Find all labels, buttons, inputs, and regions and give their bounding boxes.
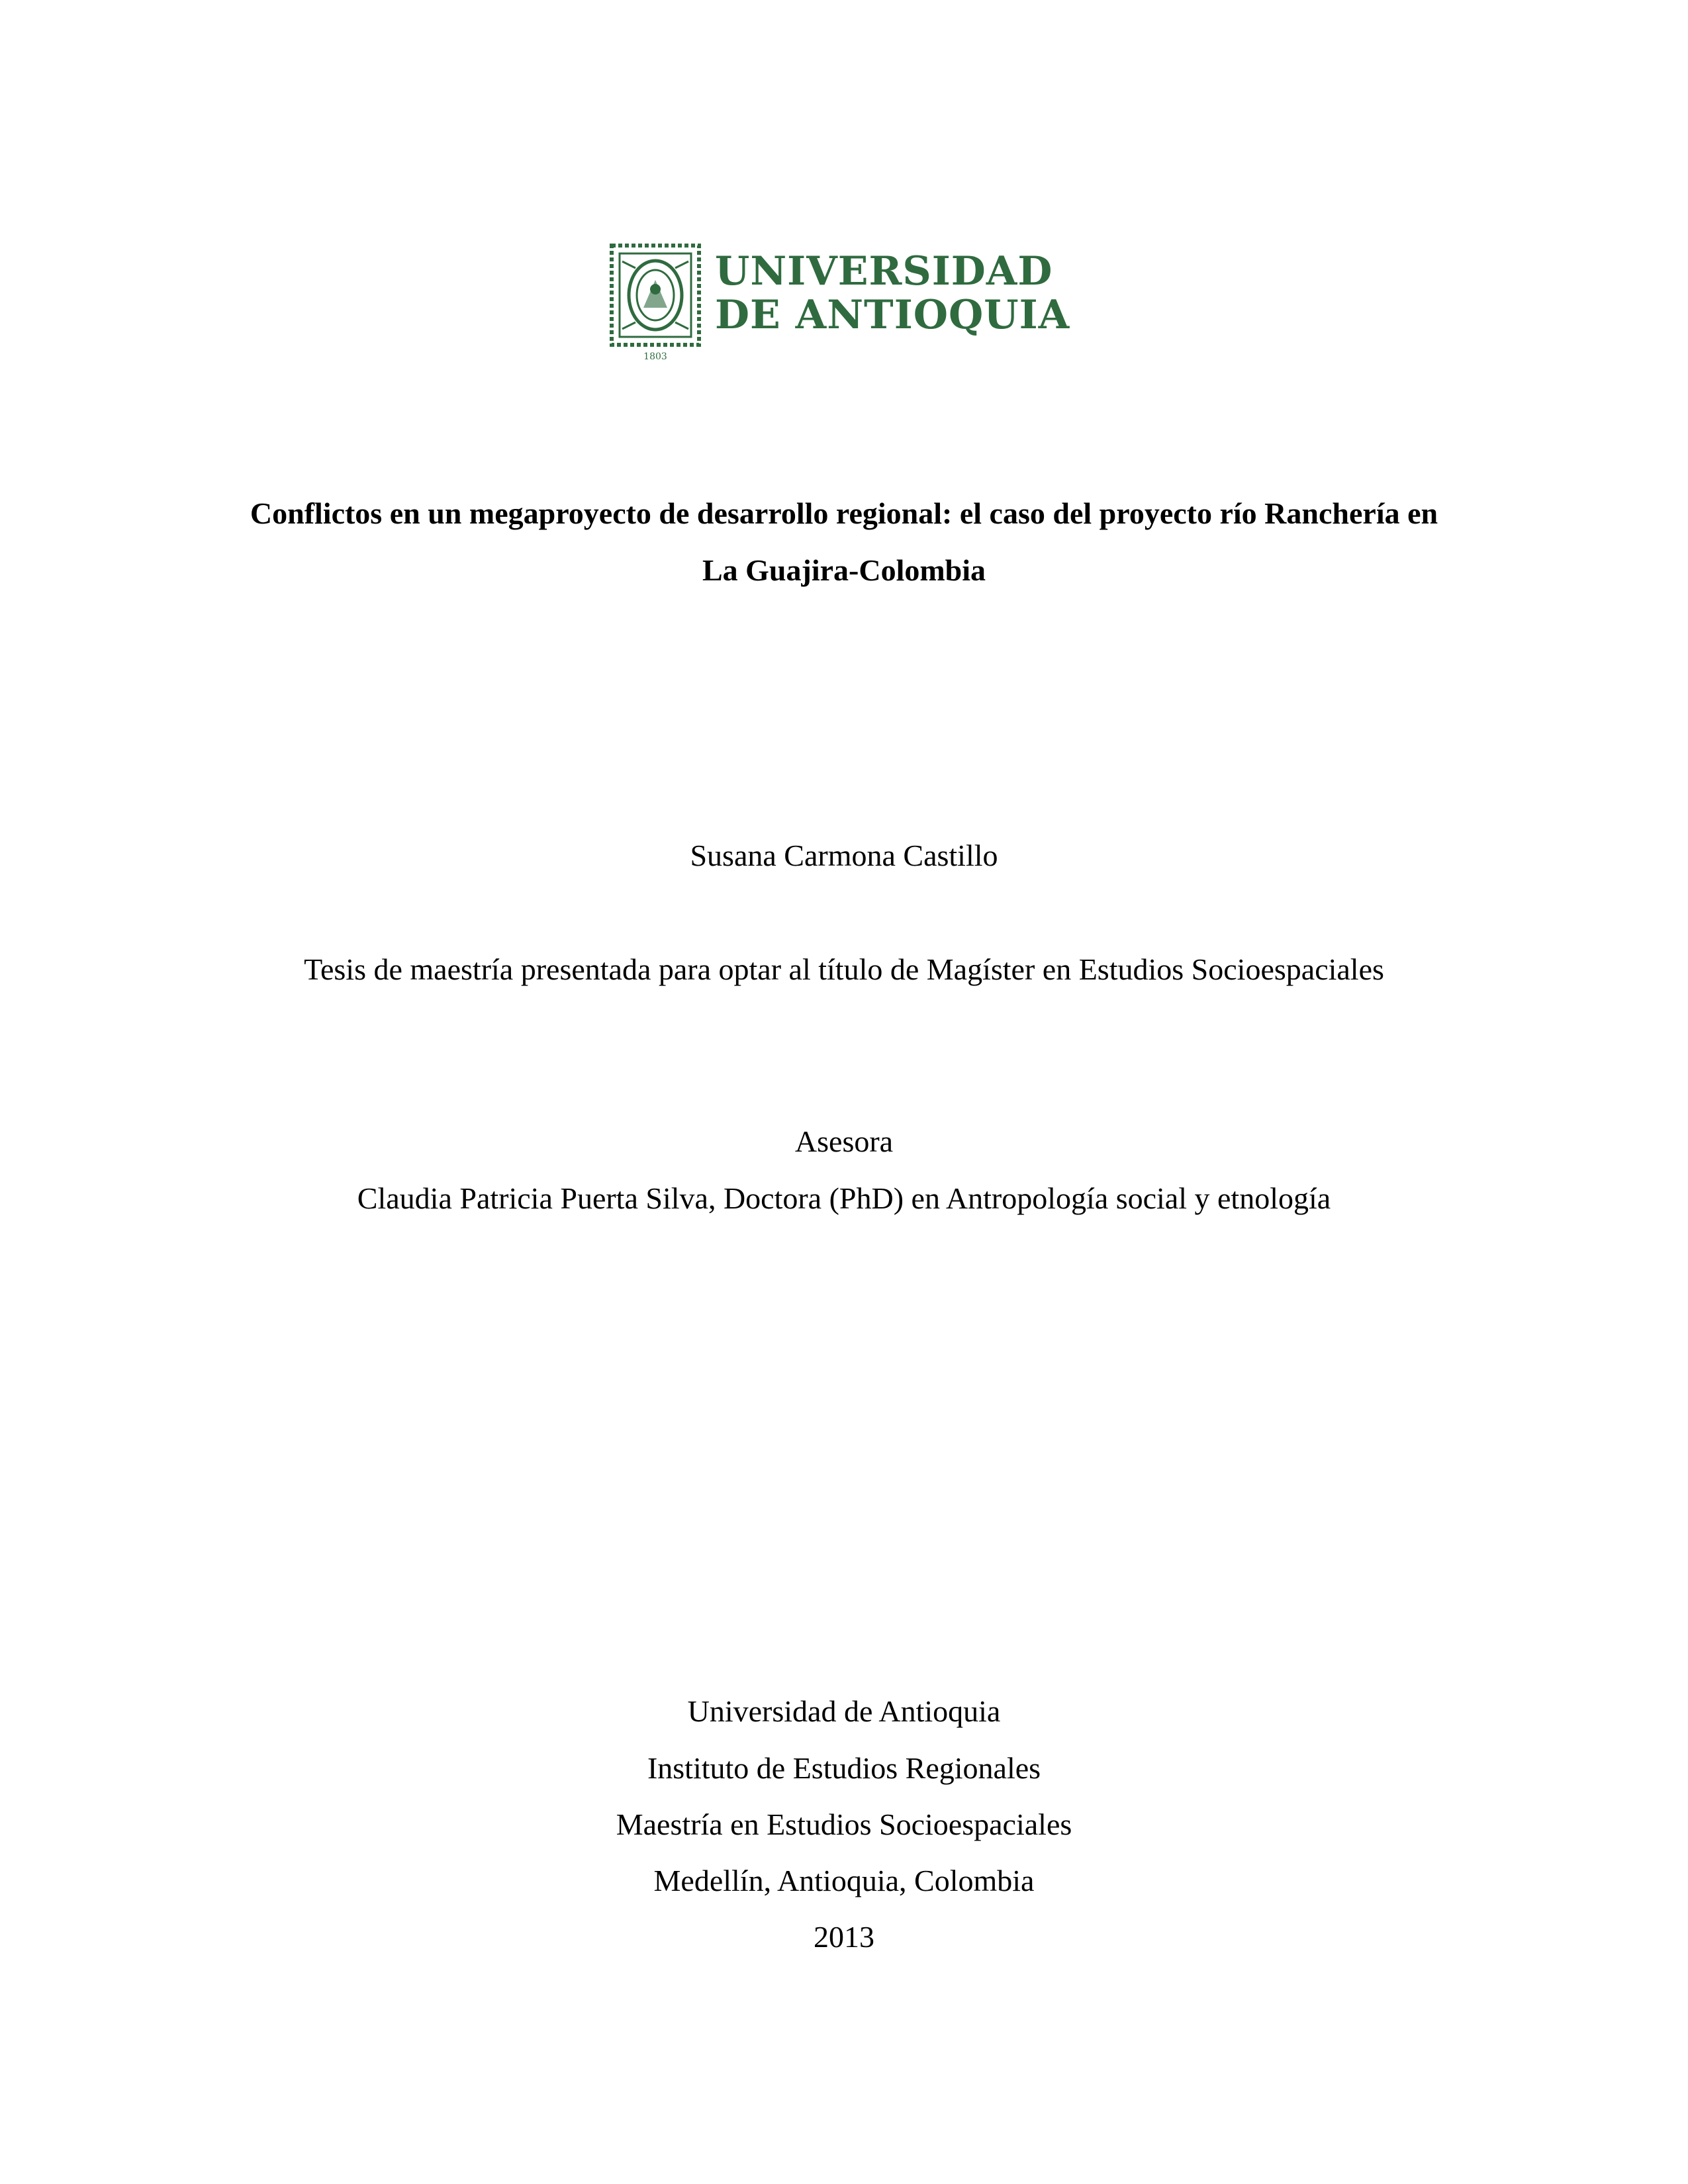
thesis-title-line-2: La Guajira-Colombia	[702, 553, 986, 587]
institution-program: Maestría en Estudios Socioespaciales	[616, 1807, 1072, 1841]
author-name: Susana Carmona Castillo	[690, 839, 998, 872]
publication-year: 2013	[814, 1920, 874, 1954]
advisor-name: Claudia Patricia Puerta Silva, Doctora (PhD) en Antropología social y etnología	[357, 1181, 1331, 1215]
university-logo	[609, 242, 1086, 367]
logo-line-2: DE ANTIOQUIA	[715, 292, 1070, 338]
university-seal-icon	[609, 242, 702, 367]
logo-line-1: UNIVERSIDAD	[715, 248, 1053, 295]
institution-institute: Instituto de Estudios Regionales	[647, 1751, 1041, 1785]
institution-location: Medellín, Antioquia, Colombia	[653, 1864, 1035, 1897]
advisor-label: Asesora	[794, 1124, 894, 1158]
institution-university: Universidad de Antioquia	[687, 1694, 1001, 1728]
logo-wordmark	[715, 250, 1070, 337]
seal-year: 1803	[643, 351, 667, 362]
degree-statement: Tesis de maestría presentada para optar al título de Magíster en Estudios Socioespaciales	[304, 952, 1384, 986]
thesis-title-line-1: Conflictos en un megaproyecto de desarrollo regional: el caso del proyecto río Ranchería en	[250, 496, 1438, 530]
